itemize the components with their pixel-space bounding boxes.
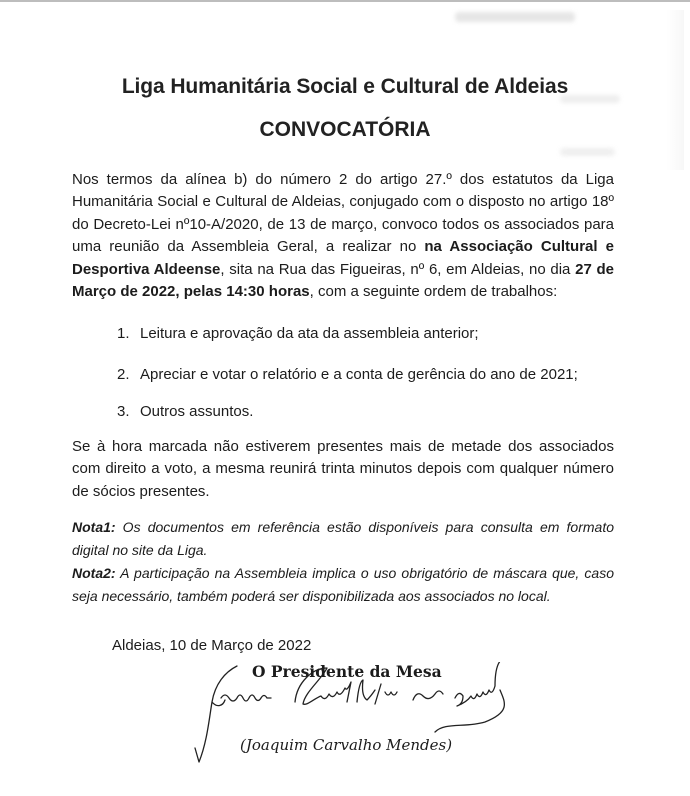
- quorum-paragraph: Se à hora marcada não estiverem presentes mais de metade dos associados com direito a voto, a mesma reunirá trinta minutos depois com qualquer número de sócios presentes.: [72, 438, 614, 500]
- show-through-marks: [560, 148, 615, 156]
- note-label: Nota2:: [72, 565, 116, 581]
- signatory-name: (Joaquim Carvalho Mendes): [240, 736, 453, 754]
- address-text: , sita na Rua das Figueiras, nº 6, em Aldeias, no dia: [220, 260, 576, 278]
- page-top-border: [0, 0, 690, 2]
- note-label: Nota1:: [72, 519, 116, 535]
- convocation-paragraph: [72, 169, 614, 303]
- show-through-marks: [455, 12, 575, 22]
- signatory-role: O Presidente da Mesa: [252, 662, 442, 681]
- place-and-date: Aldeias, 10 de Março de 2022: [112, 637, 312, 654]
- note-1: Nota1: Os documentos em referência estão disponíveis para consulta em formato digital no site da Liga.: [72, 519, 614, 558]
- meeting-datetime: 27 de Março de 2022, pelas 14:30 horas: [72, 260, 615, 301]
- venue: na Associação Cultural e Desportiva Aldeense: [72, 238, 614, 278]
- agenda-item: 3. Outros assuntos.: [117, 403, 254, 420]
- agenda-item: 1. Leitura e aprovação da ata da assembleia anterior;: [117, 325, 479, 342]
- intro-text: Nos termos da alínea b) do número 2 do artigo 27.º dos estatutos da Liga Humanitária Social e Cultural de Aldeias, conjugado com o disposto no artigo 18º do Decreto-Lei nº10-A/2020, de 13 de março, convoco todos os associados para uma reunião da Assembleia Geral, a realizar no: [72, 171, 614, 256]
- document-title: CONVOCATÓRIA: [259, 118, 431, 141]
- agenda-item: 2. Apreciar e votar o relatório e a conta de gerência do ano de 2021;: [117, 366, 578, 383]
- agenda-intro: , com a seguinte ordem de trabalhos:: [309, 283, 558, 301]
- note-2: Nota2: A participação na Assembleia implica o uso obrigatório de máscara que, caso seja necessário, também poderá ser disponibilizada aos associados no local.: [72, 565, 614, 604]
- organization-heading: Liga Humanitária Social e Cultural de Aldeias: [121, 75, 569, 98]
